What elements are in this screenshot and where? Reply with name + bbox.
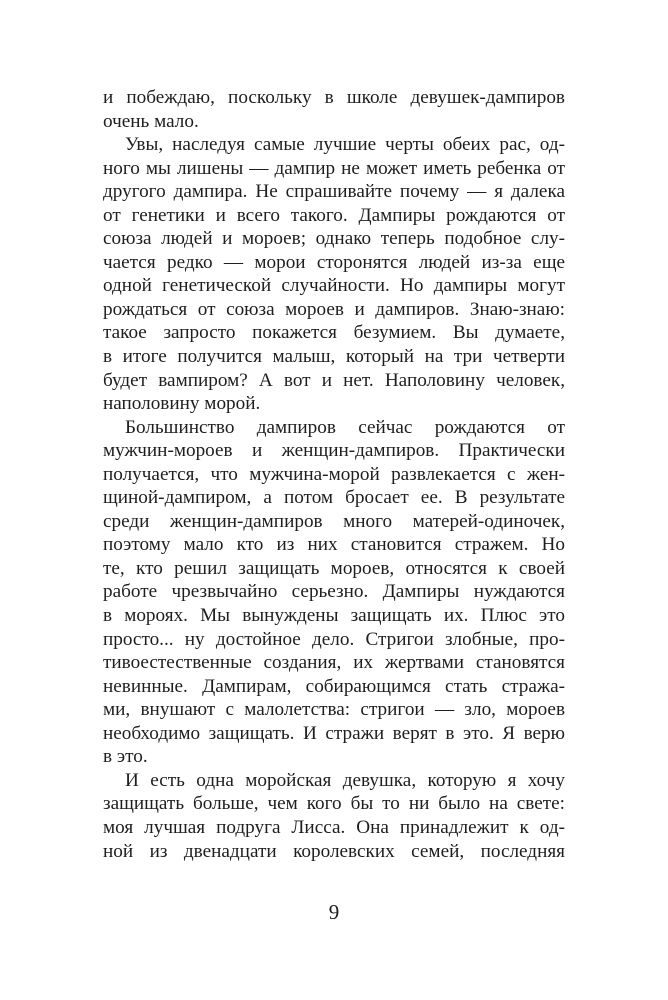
text-line: одной генетической случайности. Но дампиры могут [103, 275, 565, 297]
text-line: Большинство дампиров сейчас рождаются от [125, 416, 565, 438]
text-line: в это. [103, 746, 148, 768]
text-line: те, кто решил защищать мороев, относятся к своей [103, 557, 565, 579]
text-line: защищать больше, чем кого бы то ни было на свете: [103, 793, 565, 815]
text-line: очень мало. [103, 110, 199, 132]
text-line: будет вампиром? А вот и нет. Наполовину человек, [103, 369, 565, 391]
text-line: тивоестественные создания, их жертвами становятся [103, 652, 565, 674]
text-line: в мороях. Мы вынуждены защищать их. Плюс это [103, 605, 565, 627]
text-line: работе чрезвычайно серьезно. Дампиры нуждаются [103, 581, 565, 603]
text-line: мужчин-мороев и женщин-дампиров. Практически [103, 440, 565, 462]
text-line: такое запросто покажется безумием. Вы думаете, [103, 322, 565, 344]
text-line: ного мы лишены — дампир не может иметь ребенка от [103, 157, 565, 179]
text-line: ной из двенадцати королевских семей, последняя [103, 840, 565, 862]
text-line: поэтому мало кто из них становится стражем. Но [103, 534, 565, 556]
text-line: невинные. Дампирам, собирающимся стать стража- [103, 675, 565, 697]
text-line: среди женщин-дампиров много матерей-одиночек, [103, 510, 565, 532]
text-line: просто... ну достойное дело. Стригои злобные, про- [103, 628, 565, 650]
body-text [103, 86, 565, 863]
text-line: получается, что мужчина-морой развлекается с жен- [103, 463, 565, 485]
text-line: другого дампира. Не спрашивайте почему — я далека [103, 181, 565, 203]
text-line: И есть одна моройская девушка, которую я хочу [125, 769, 565, 791]
text-line: рождаться от союза мороев и дампиров. Знаю-знаю: [103, 298, 565, 320]
text-line: необходимо защищать. И стражи верят в это. Я верю [103, 722, 565, 744]
text-line: чается редко — морои сторонятся людей из-за еще [103, 251, 565, 273]
text-line: Увы, наследуя самые лучшие черты обеих рас, од- [125, 134, 565, 156]
page-number: 9 [328, 900, 340, 924]
text-line: ми, внушают с малолетства: стригои — зло, мороев [103, 699, 565, 721]
text-line: наполовину морой. [103, 393, 261, 415]
text-line: и побеждаю, поскольку в школе девушек-дампиров [103, 87, 565, 108]
text-line: в итоге получится малыш, который на три четверти [103, 346, 565, 368]
text-line: моя лучшая подруга Лисса. Она принадлежит к од- [103, 816, 565, 838]
text-line: от генетики и всего такого. Дампиры рождаются от [103, 204, 565, 226]
text-line: щиной-дампиром, а потом бросает ее. В результате [103, 487, 565, 509]
text-line: союза людей и мороев; однако теперь подобное слу- [103, 228, 565, 250]
